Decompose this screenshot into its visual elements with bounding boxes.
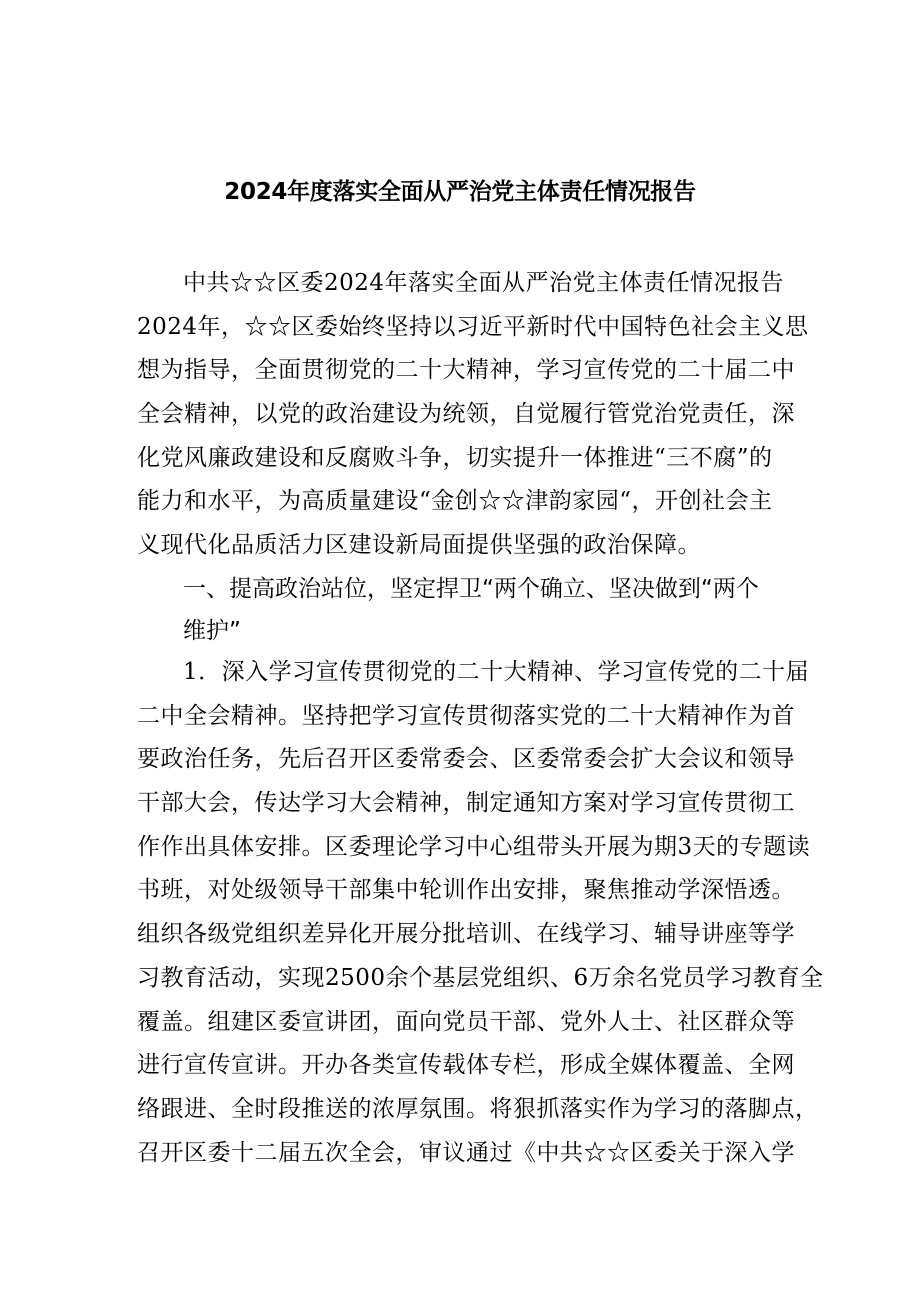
- point-1-line: 覆盖。组建区委宣讲团，面向党员干部、党外人士、社区群众等: [137, 1008, 795, 1035]
- document-title: 2024年度落实全面从严治党主体责任情况报告: [224, 179, 696, 205]
- section-heading: [183, 568, 803, 652]
- point-1-line: 习教育活动，实现2500余个基层党组织、6万余名党员学习教育全: [137, 964, 824, 991]
- section-heading-line: 维护”: [183, 618, 241, 644]
- point-1-line: 书班，对处级领导干部集中轮训作出安排，聚焦推动学深悟透。: [137, 877, 795, 904]
- intro-line: 全会精神，以党的政治建设为统领，自觉履行管党治党责任，深: [137, 401, 795, 428]
- point-1-paragraph: [137, 651, 824, 1175]
- point-1-line: 络跟进、全时段推送的浓厚氛围。将狠抓落实作为学习的落脚点，: [137, 1095, 819, 1122]
- point-1-line: 进行宣传宣讲。开办各类宣传载体专栏，形成全媒体覆盖、全网: [137, 1052, 795, 1079]
- intro-paragraph: [137, 262, 809, 568]
- intro-line: 中共☆☆区委2024年落实全面从严治党主体责任情况报告: [183, 270, 785, 296]
- point-1-line: 1．深入学习宣传贯彻党的二十大精神、学习宣传党的二十届: [183, 659, 810, 685]
- point-1-line: 要政治任务，先后召开区委常委会、区委常委会扩大会议和领导: [137, 746, 795, 773]
- point-1-line: 召开区委十二届五次全会，审议通过《中共☆☆区委关于深入学: [137, 1139, 795, 1166]
- intro-line: 能力和水平，为高质量建设“金创☆☆津韵家园“，开创社会主: [137, 488, 773, 515]
- intro-line: 想为指导，全面贯彻党的二十大精神，学习宣传党的二十届二中: [137, 357, 795, 384]
- section-heading-line: 一、提高政治站位，坚定捍卫“两个确立、坚决做到“两个: [183, 576, 759, 602]
- point-1-line: 干部大会，传达学习大会精神，制定通知方案对学习宣传贯彻工: [137, 790, 795, 817]
- point-1-line: 二中全会精神。坚持把学习宣传贯彻落实党的二十大精神作为首: [137, 702, 795, 729]
- intro-line: 2024年，☆☆区委始终坚持以习近平新时代中国特色社会主义思: [137, 313, 809, 340]
- intro-line: 义现代化品质活力区建设新局面提供坚强的政治保障。: [137, 532, 701, 559]
- intro-line: 化党风廉政建设和反腐败斗争，切实提升一体推进“三不腐”的: [137, 444, 773, 471]
- point-1-line: 作作出具体安排。区委理论学习中心组带头开展为期3天的专题读: [137, 833, 811, 860]
- point-1-line: 组织各级党组织差异化开展分批培训、在线学习、辅导讲座等学: [137, 921, 795, 948]
